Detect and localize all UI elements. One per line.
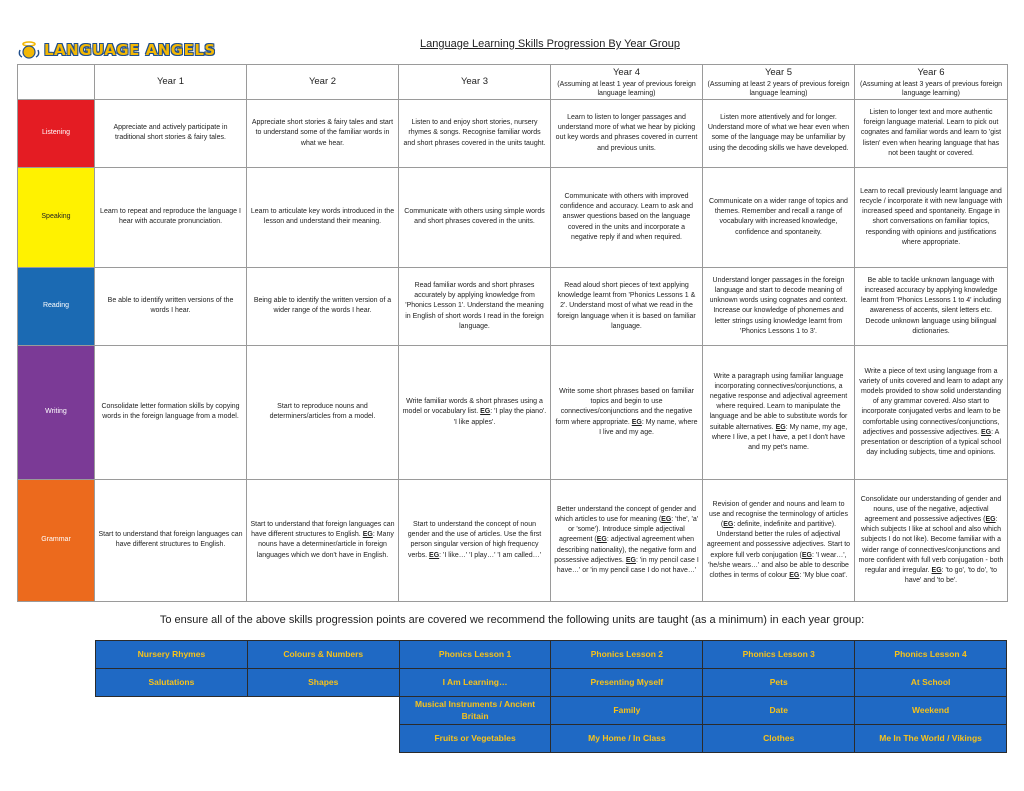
year-name: Year 4 [612,67,641,78]
skill-label-writing: Writing [18,345,95,479]
year-name: Year 6 [917,67,945,78]
year-note: (Assuming at least 2 years of previous foreign language learning) [707,80,850,97]
skill-row-listening [18,99,1008,167]
progression-cell: Learn to recall previously learnt language and recycle / incorporate it with new language with increased speed and spontaneity. Engage in short conversations on familiar topics, responding with opinions and justifications where appropriate. [855,167,1008,267]
eg-marker: EG [480,408,491,416]
skill-row-writing [18,345,1008,479]
progression-cell: Read familiar words and short phrases accurately by applying knowledge from 'Phonics Lesson 1'. Understand the meaning in English of short words I read in the foreign language. [399,267,551,345]
empty-cell [96,697,248,725]
progression-cell: Being able to identify the written version of a wider range of the words I hear. [247,267,399,345]
eg-marker: EG [723,521,734,529]
progression-cell: Start to understand that foreign languages can have different structures to English. [95,479,247,601]
skill-label-grammar: Grammar [18,479,95,601]
year-header-5 [703,65,855,100]
progression-cell: Listen to longer text and more authentic foreign language material. Learn to pick out cognates and familiar words and learn to 'gist listen' even when hearing language that has not been taught or covered. [855,99,1008,167]
unit-cell: Me In The World / Vikings [855,725,1007,753]
year-note: (Assuming at least 1 year of previous foreign language learning) [557,80,696,97]
progression-cell: Better understand the concept of gender and which articles to use for meaning (EG: 'the', 'a' or 'some'). Introduce simple adjectival agreement (EG: adjectival agreement when describing nationality), the negative form and possessive adjectives. EG: 'in my pencil case I have…' or 'in my pencil case I do not have…' [551,479,703,601]
units-row [96,641,1007,669]
skill-row-reading [18,267,1008,345]
progression-cell: Write a piece of text using language from a variety of units covered and learn to adapt any models provided to show solid understanding of any grammar covered. Also start to incorporate conjugated verbs and learn to be comfortable using connectives/conjunctions, adjectives and possessive adjectives. EG: A presentation or description of a typical school day including subjects, time and opinions. [855,345,1008,479]
unit-cell: Phonics Lesson 2 [551,641,703,669]
skill-label-listening: Listening [18,99,95,167]
unit-cell: Weekend [855,697,1007,725]
unit-cell: Presenting Myself [551,669,703,697]
progression-cell: Start to understand the concept of noun gender and the use of articles. Use the first person singular version of high frequency verbs. EG: 'I like…' 'I play…' 'I am called…' [399,479,551,601]
eg-marker: EG [775,423,786,431]
year-note: (Assuming at least 3 years of previous foreign language learning) [859,80,1002,97]
units-row [96,725,1007,753]
progression-cell: Consolidate letter formation skills by copying words in the foreign language from a model. [95,345,247,479]
units-row [96,697,1007,725]
progression-cell: Write some short phrases based on familiar topics and begin to use connectives/conjunctions and the negative form where appropriate. EG: My name, where I live and my age. [551,345,703,479]
progression-cell: Consolidate our understanding of gender and nouns, use of the negative, adjectival agreement and possessive adjectives (EG: which subjects I like at school and also which subjects I do not like). Become familiar with a wider range of connectives/conjunctions and more confident with full verb conjugation - both regular and irregular. EG: 'to go', 'to do', 'to have' and 'to be'. [855,479,1008,601]
eg-marker: EG [661,516,672,524]
eg-marker: EG [980,428,992,436]
progression-cell: Start to understand that foreign languages can have different structures to English. EG: Many nouns have a determiner/article in foreign languages which we don't have in English. [247,479,399,601]
year-header-2 [247,65,399,100]
progression-cell: Communicate on a wider range of topics and themes. Remember and recall a range of vocabulary with increased knowledge, confidence and spontaneity. [703,167,855,267]
unit-cell: Phonics Lesson 3 [703,641,855,669]
recommendation-text: To ensure all of the above skills progression points are covered we recommend the following units are taught (as a minimum) in each year group: [159,614,865,626]
empty-cell [96,725,248,753]
progression-cell: Listen more attentively and for longer. Understand more of what we hear even when some of the language may be unfamiliar by using the decoding skills we have developed. [703,99,855,167]
progression-cell: Be able to tackle unknown language with increased accuracy by applying knowledge learnt from 'Phonics Lessons 1 to 4' including awareness of accents, silent letters etc. Decode unknown language using bilingual dictionaries. [855,267,1008,345]
unit-cell: Phonics Lesson 4 [855,641,1007,669]
eg-marker: EG [625,556,636,564]
eg-marker: EG [985,516,996,524]
progression-table [17,64,1008,602]
unit-cell: I Am Learning… [399,669,551,697]
unit-cell: Date [703,697,855,725]
progression-cell: Be able to identify written versions of the words I hear. [95,267,247,345]
unit-cell: Phonics Lesson 1 [399,641,551,669]
unit-cell: Nursery Rhymes [96,641,248,669]
skill-row-grammar [18,479,1008,601]
year-header-4 [551,65,703,100]
progression-cell: Appreciate and actively participate in traditional short stories & fairy tales. [95,99,247,167]
progression-cell: Read aloud short pieces of text applying knowledge learnt from 'Phonics Lessons 1 & 2'. Understand most of what we read in the foreign language when it is based on familiar language. [551,267,703,345]
progression-cell: Communicate with others with improved confidence and accuracy. Learn to ask and answer questions based on the language covered in the units and incorporate a negative reply if and when required. [551,167,703,267]
eg-marker: EG [931,566,942,574]
year-header-6 [855,65,1008,100]
year-name: Year 2 [308,76,337,88]
page-title: Language Learning Skills Progression By Year Group [420,38,680,50]
year-name: Year 1 [156,76,185,88]
progression-cell: Learn to repeat and reproduce the language I hear with accurate pronunciation. [95,167,247,267]
progression-cell: Communicate with others using simple words and short phrases covered in the units. [399,167,551,267]
unit-cell: At School [855,669,1007,697]
eg-marker: EG [801,551,812,559]
logo-text: LANGUAGE ANGELS [44,41,216,59]
eg-marker: EG [429,551,440,559]
progression-cell: Write familiar words & short phrases using a model or vocabulary list. EG: 'I play the piano'. 'I like apples'. [399,345,551,479]
year-header-row [18,65,1008,100]
unit-cell: Salutations [96,669,248,697]
unit-cell: Musical Instruments / Ancient Britain [399,697,551,725]
empty-cell [247,697,399,725]
year-name: Year 5 [764,67,793,78]
progression-cell: Start to reproduce nouns and determiners/articles from a model. [247,345,399,479]
skill-row-speaking [18,167,1008,267]
eg-marker: EG [631,418,642,426]
unit-cell: Shapes [247,669,399,697]
empty-cell [247,725,399,753]
eg-marker: EG [596,536,607,544]
progression-cell: Learn to listen to longer passages and understand more of what we hear by picking out key words and phrases covered in current and previous units. [551,99,703,167]
progression-cell: Appreciate short stories & fairy tales and start to understand some of the familiar words in what we hear. [247,99,399,167]
year-name: Year 3 [460,76,489,88]
progression-cell: Write a paragraph using familiar language incorporating connectives/conjunctions, a negative response and adjectival agreement where required. Learn to manipulate the language and be able to substitute words for suitable alternatives. EG: My name, my age, where I live, a pet I have, a pet I don't have and my pet's name. [703,345,855,479]
corner-cell [18,65,95,100]
skill-label-reading: Reading [18,267,95,345]
units-row [96,669,1007,697]
progression-cell: Listen to and enjoy short stories, nursery rhymes & songs. Recognise familiar words and short phrases covered in the units taught. [399,99,551,167]
eg-marker: EG [789,571,800,579]
angel-logo-icon [18,40,40,60]
unit-cell: Colours & Numbers [247,641,399,669]
year-header-1 [95,65,247,100]
units-table [95,640,1007,753]
unit-cell: Family [551,697,703,725]
progression-cell: Understand longer passages in the foreign language and start to decode meaning of unknown words using cognates and context. Increase our knowledge of phonemes and letter strings using knowledge learnt from 'Phonics Lessons 1 to 3'. [703,267,855,345]
progression-cell: Learn to articulate key words introduced in the lesson and understand their meaning. [247,167,399,267]
skill-label-speaking: Speaking [18,167,95,267]
unit-cell: Fruits or Vegetables [399,725,551,753]
progression-cell: Revision of gender and nouns and learn to use and recognise the terminology of articles (EG: definite, indefinite and partitive). Understand better the rules of adjectival agreement and possessive adjectives. Start to explore full verb conjugation (EG: 'I wear…', 'he/she wears…' and also be able to describe clothes in terms of colour EG: 'My blue coat'. [703,479,855,601]
eg-marker: EG [362,531,373,539]
unit-cell: Clothes [703,725,855,753]
unit-cell: My Home / In Class [551,725,703,753]
unit-cell: Pets [703,669,855,697]
year-header-3 [399,65,551,100]
